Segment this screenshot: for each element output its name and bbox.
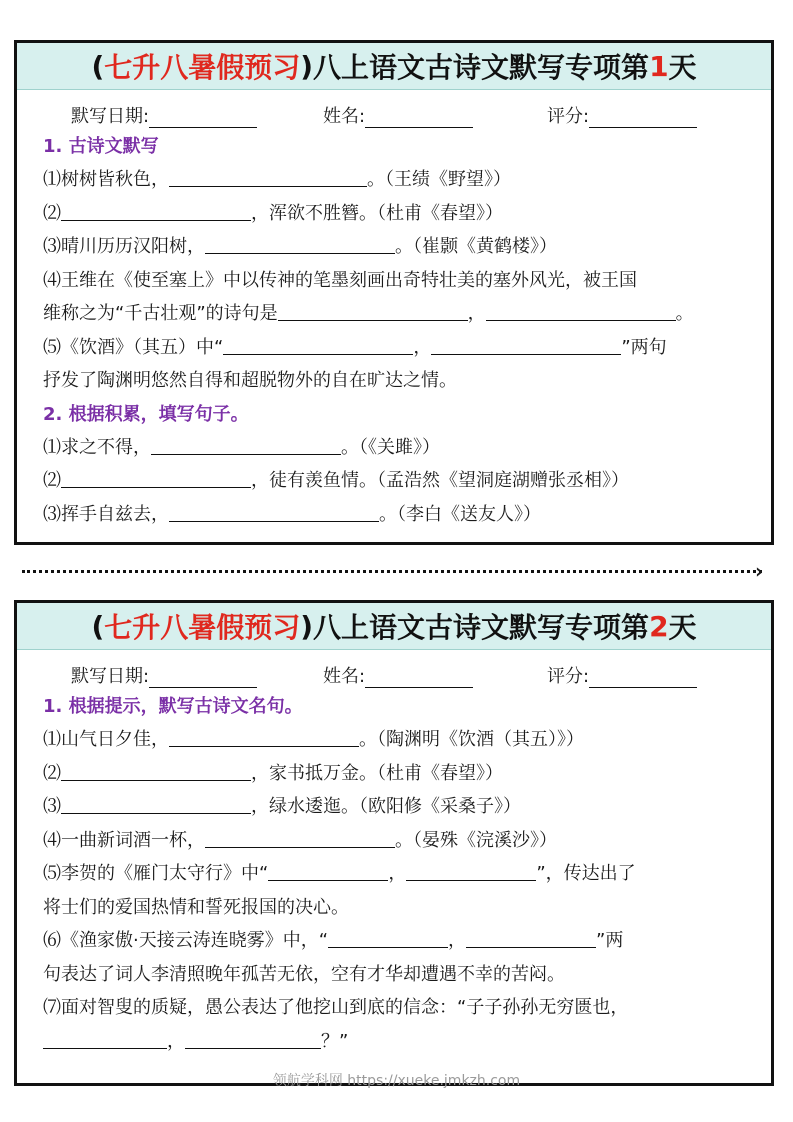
question-line: ⑹《渔家傲·天接云涛连晓雾》中，“ ， ”两: [43, 924, 771, 958]
question-line: 维称之为“千古壮观”的诗句是 ， 。: [43, 297, 771, 331]
title-day-number: 1: [649, 49, 669, 83]
question-line: 句表达了词人李清照晚年孤苦无依，空有才华却遭遇不幸的苦闷。: [43, 963, 565, 985]
question-line: ⑶ ，绿水逶迤。（欧阳修《采桑子》）: [43, 790, 771, 824]
name-field[interactable]: [323, 662, 473, 688]
worksheet-day-2: [14, 600, 774, 1086]
score-field[interactable]: [547, 662, 697, 688]
title-tail: 天: [668, 611, 697, 644]
info-row: [17, 656, 771, 690]
dotted-divider: [22, 570, 762, 575]
answer-blank[interactable]: [205, 827, 395, 848]
answer-blank[interactable]: [406, 860, 536, 881]
date-label: 默写日期:: [71, 106, 150, 127]
question-line: ⑸李贺的《雁门太守行》中“ ， ”，传达出了: [43, 857, 771, 891]
title-paren-close: ): [300, 49, 314, 83]
title-main: 八上语文古诗文默写专项第: [313, 51, 650, 84]
question-line: ⑴树树皆秋色， 。（王绩《野望》）: [43, 163, 771, 197]
question-line: ⑶挥手自兹去， 。（李白《送友人》）: [43, 498, 771, 532]
question-line: 抒发了陶渊明悠然自得和超脱物外的自在旷达之情。: [43, 370, 457, 391]
title-highlight: 七升八暑假预习: [104, 611, 301, 644]
answer-blank[interactable]: [223, 334, 413, 355]
answer-blank[interactable]: [43, 1028, 167, 1049]
answer-blank[interactable]: [268, 860, 388, 881]
answer-blank[interactable]: [278, 300, 468, 321]
date-blank[interactable]: [149, 109, 257, 128]
footer-watermark: 领航学科网 https://xueke.jmkzh.com: [272, 1073, 521, 1089]
title-paren-open: (: [91, 609, 105, 643]
answer-blank[interactable]: [466, 927, 596, 948]
name-blank[interactable]: [365, 109, 473, 128]
date-field[interactable]: [71, 102, 257, 128]
question-line: ⑴山气日夕佳， 。（陶渊明《饮酒（其五）》）: [43, 723, 771, 757]
title-day-number: 2: [649, 609, 669, 643]
score-blank[interactable]: [589, 109, 697, 128]
question-line: ⑸《饮酒》（其五）中“ ， ”两句: [43, 331, 771, 365]
answer-blank[interactable]: [169, 501, 379, 522]
section-heading: 2. 根据积累，填写句子。: [43, 403, 249, 425]
date-label: 默写日期:: [71, 666, 150, 687]
question-line: ⑵ ，浑欲不胜簪。（杜甫《春望》）: [43, 197, 771, 231]
worksheet-title: [17, 43, 771, 90]
name-label: 姓名:: [323, 666, 366, 687]
answer-blank[interactable]: [205, 233, 395, 254]
question-line: ⑴求之不得， 。（《关雎》）: [43, 431, 771, 465]
answer-blank[interactable]: [61, 467, 251, 488]
question-line: ⑶晴川历历汉阳树， 。（崔颢《黄鹤楼》）: [43, 230, 771, 264]
title-main: 八上语文古诗文默写专项第: [313, 611, 650, 644]
answer-blank[interactable]: [151, 434, 341, 455]
score-label: 评分:: [547, 666, 590, 687]
info-row: [17, 96, 771, 130]
title-tail: 天: [668, 51, 697, 84]
question-line: ⑷王维在《使至塞上》中以传神的笔墨刻画出奇特壮美的塞外风光，被王国: [43, 269, 637, 291]
score-label: 评分:: [547, 106, 590, 127]
name-blank[interactable]: [365, 669, 473, 688]
score-blank[interactable]: [589, 669, 697, 688]
date-blank[interactable]: [149, 669, 257, 688]
answer-blank[interactable]: [185, 1028, 321, 1049]
section-heading: 1. 古诗文默写: [43, 136, 159, 157]
answer-blank[interactable]: [61, 793, 251, 814]
answer-blank[interactable]: [431, 334, 621, 355]
answer-blank[interactable]: [328, 927, 448, 948]
title-paren-close: ): [300, 609, 314, 643]
question-line: 将士们的爱国热情和誓死报国的决心。: [43, 896, 349, 918]
answer-blank[interactable]: [61, 760, 251, 781]
name-field[interactable]: [323, 102, 473, 128]
answer-blank[interactable]: [486, 300, 676, 321]
answer-blank[interactable]: [61, 200, 251, 221]
question-line: ， ？”: [43, 1025, 771, 1059]
question-line: ⑵ ，徒有羡鱼情。（孟浩然《望洞庭湖赠张丞相》）: [43, 464, 771, 498]
answer-blank[interactable]: [169, 166, 367, 187]
section-heading: 1. 根据提示，默写古诗文名句。: [43, 696, 303, 717]
title-paren-open: (: [91, 49, 105, 83]
question-line: ⑵ ，家书抵万金。（杜甫《春望》）: [43, 757, 771, 791]
answer-blank[interactable]: [169, 726, 359, 747]
worksheet-day-1: [14, 40, 774, 545]
question-line: ⑺面对智叟的质疑，愚公表达了他挖山到底的信念：“子子孙孙无穷匮也，: [43, 997, 629, 1018]
name-label: 姓名:: [323, 106, 366, 127]
question-line: ⑷一曲新词酒一杯， 。（晏殊《浣溪沙》）: [43, 824, 771, 858]
date-field[interactable]: [71, 662, 257, 688]
worksheet-title: [17, 603, 771, 650]
arrow-right-icon: ›: [755, 559, 764, 583]
score-field[interactable]: [547, 102, 697, 128]
title-highlight: 七升八暑假预习: [104, 51, 301, 84]
